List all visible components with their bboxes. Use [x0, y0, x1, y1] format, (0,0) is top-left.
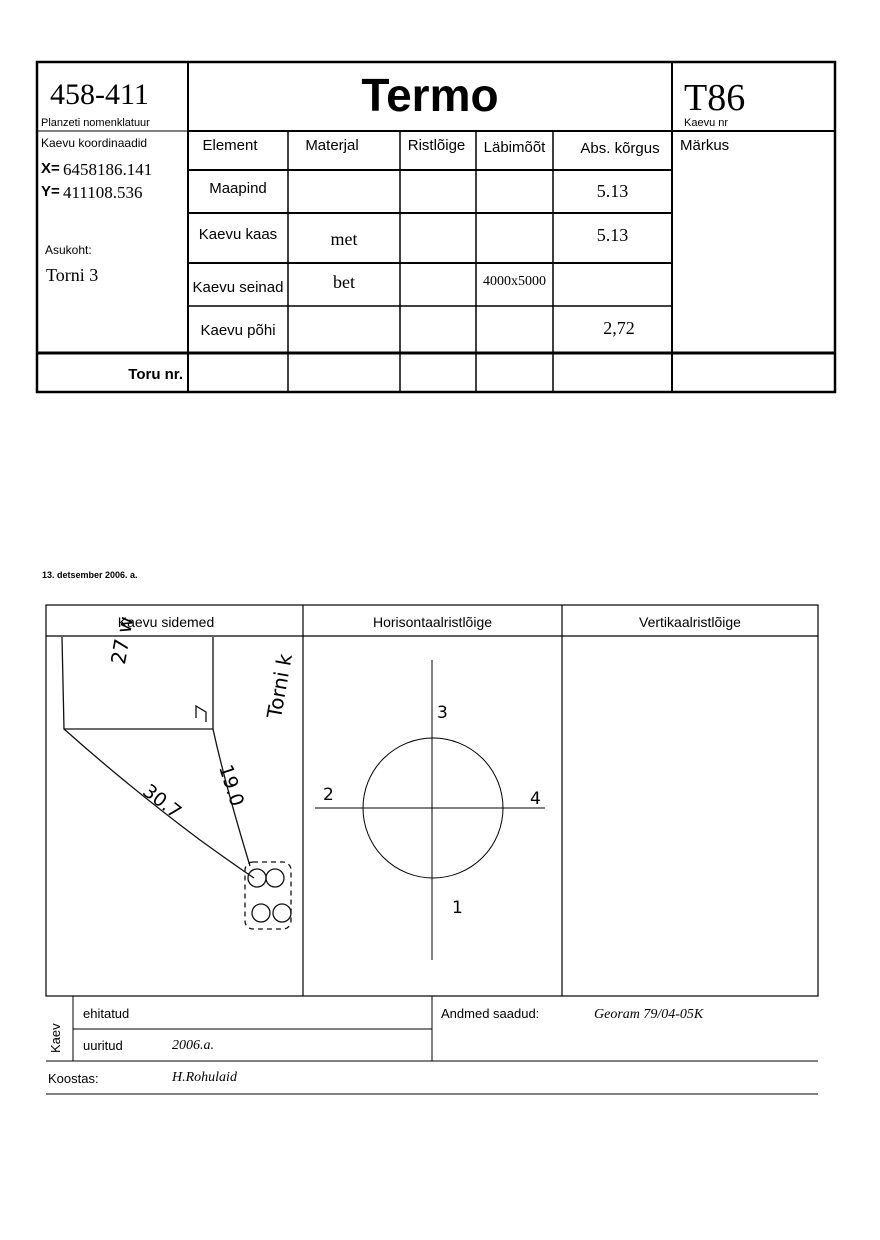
column-header-remarks: Märkus	[680, 137, 730, 154]
document-date: 13. detsember 2006. a.	[42, 570, 138, 580]
column-header-cross-section: Ristlõige	[407, 137, 466, 154]
distance-label-1: 30.7	[138, 780, 186, 824]
nomenclature-label: Planzeti nomenklatuur	[41, 117, 150, 129]
column-header-element: Element	[202, 137, 258, 154]
location-value: Torni 3	[46, 265, 99, 285]
compiled-value: H.Rohulaid	[172, 1070, 237, 1085]
row-diameter-walls: 4000x5000	[483, 274, 546, 289]
x-coordinate-value: 6458186.141	[63, 160, 153, 179]
y-coordinate-value: 411108.536	[63, 183, 143, 202]
row-abs-height-ground: 5.13	[596, 181, 629, 201]
column-header-abs-height: Abs. kõrgus	[580, 140, 660, 157]
axis-label-bottom: 1	[452, 898, 463, 918]
row-material-walls: bet	[333, 272, 355, 292]
compiled-label: Koostas:	[48, 1071, 99, 1086]
building-label: 27 w	[106, 614, 139, 667]
pipe-number-label: Toru nr.	[128, 366, 183, 383]
well-number-value: T86	[684, 77, 746, 119]
data-received-label: Andmed saadud:	[441, 1006, 540, 1021]
well-number-label: Kaevu nr	[684, 117, 729, 129]
column-header-material: Materjal	[305, 137, 359, 154]
distance-label-2: 19.0	[214, 762, 249, 810]
row-element-bottom: Kaevu põhi	[200, 322, 276, 339]
surveyed-label: uuritud	[83, 1038, 123, 1053]
x-coordinate-label: X=	[41, 160, 60, 177]
location-label: Asukoht:	[45, 243, 92, 257]
nomenclature-value: 458-411	[50, 78, 149, 111]
surveyed-value: 2006.a.	[172, 1038, 214, 1053]
row-element-walls: Kaevu seinad	[192, 279, 284, 296]
coordinates-label: Kaevu koordinaadid	[41, 136, 148, 150]
panel-title-vertical: Vertikaalristlõige	[639, 614, 741, 630]
street-label: Torni k	[262, 651, 297, 721]
axis-label-top: 3	[437, 703, 448, 723]
row-material-lid: met	[330, 229, 358, 249]
data-received-value: Georam 79/04-05K	[594, 1007, 704, 1022]
built-label: ehitatud	[83, 1006, 130, 1021]
column-header-diameter: Läbimõõt	[483, 139, 546, 156]
well-side-label: Kaev	[48, 1023, 63, 1053]
y-coordinate-label: Y=	[41, 183, 60, 200]
panel-title-horizontal: Horisontaalristlõige	[372, 614, 493, 630]
row-abs-height-bottom: 2,72	[603, 318, 635, 338]
axis-label-right: 4	[530, 789, 541, 809]
row-element-lid: Kaevu kaas	[198, 226, 278, 243]
axis-label-left: 2	[323, 785, 334, 805]
page-title: Termo	[361, 69, 499, 121]
row-abs-height-lid: 5.13	[596, 225, 629, 245]
panel-title-connections: Kaevu sidemed	[117, 614, 215, 630]
row-element-ground: Maapind	[209, 180, 267, 197]
